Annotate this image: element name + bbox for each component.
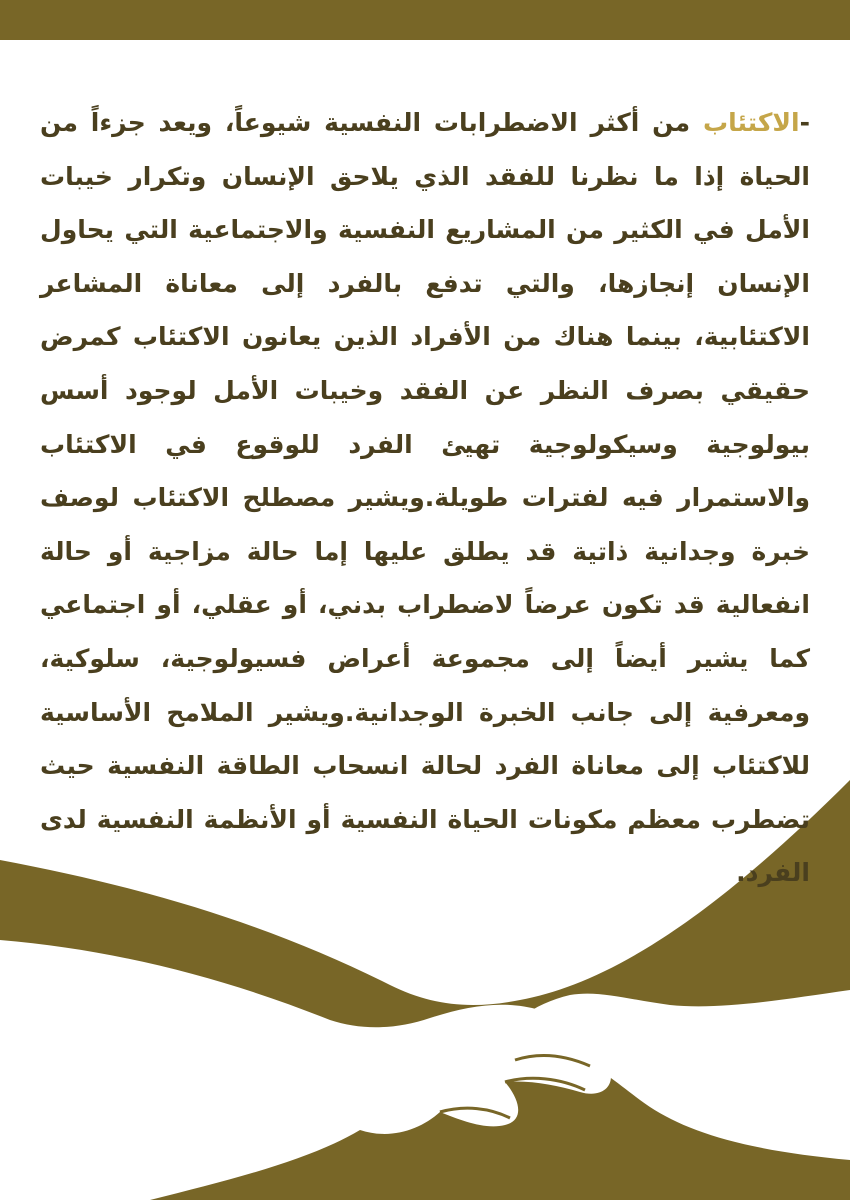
- article-body: من أكثر الاضطرابات النفسية شيوعاً، ويعد جزءاً من الحياة إذا ما نظرنا للفقد الذي يلاحق الإنسان وتكرار خيبات الأمل في الكثير من المشاريع النفسية والاجتماعية التي يحاول الإنسان إنجازها، والتي تدفع بالفرد إلى معاناة المشاعر الاكتئابية، بينما هناك من الأفراد الذين يعانون الاكتئاب كمرض حقيقي بصرف النظر عن الفقد وخيبات الأمل لوجود أسس بيولوجية وسيكولوجية تهيئ الفرد للوقوع في الاكتئاب والاستمرار فيه لفترات طويلة.ويشير مصطلح الاكتئاب لوصف خبرة وجدانية ذاتية قد يطلق عليها إما حالة مزاجية أو حالة انفعالية قد تكون عرضاً لاضطراب بدني، أو عقلي، أو اجتماعي كما يشير أيضاً إلى مجموعة أعراض فسيولوجية، سلوكية، ومعرفية إلى جانب الخبرة الوجدانية.ويشير الملامح الأساسية للاكتئاب إلى معاناة الفرد لحالة انسحاب الطاقة النفسية حيث تضطرب معظم مكونات الحياة النفسية أو الأنظمة النفسية لدى الفرد.: [40, 108, 810, 888]
- leading-dash: -: [799, 108, 810, 137]
- article-paragraph: [40, 96, 810, 900]
- highlight-term: الاكتئاب: [702, 108, 800, 137]
